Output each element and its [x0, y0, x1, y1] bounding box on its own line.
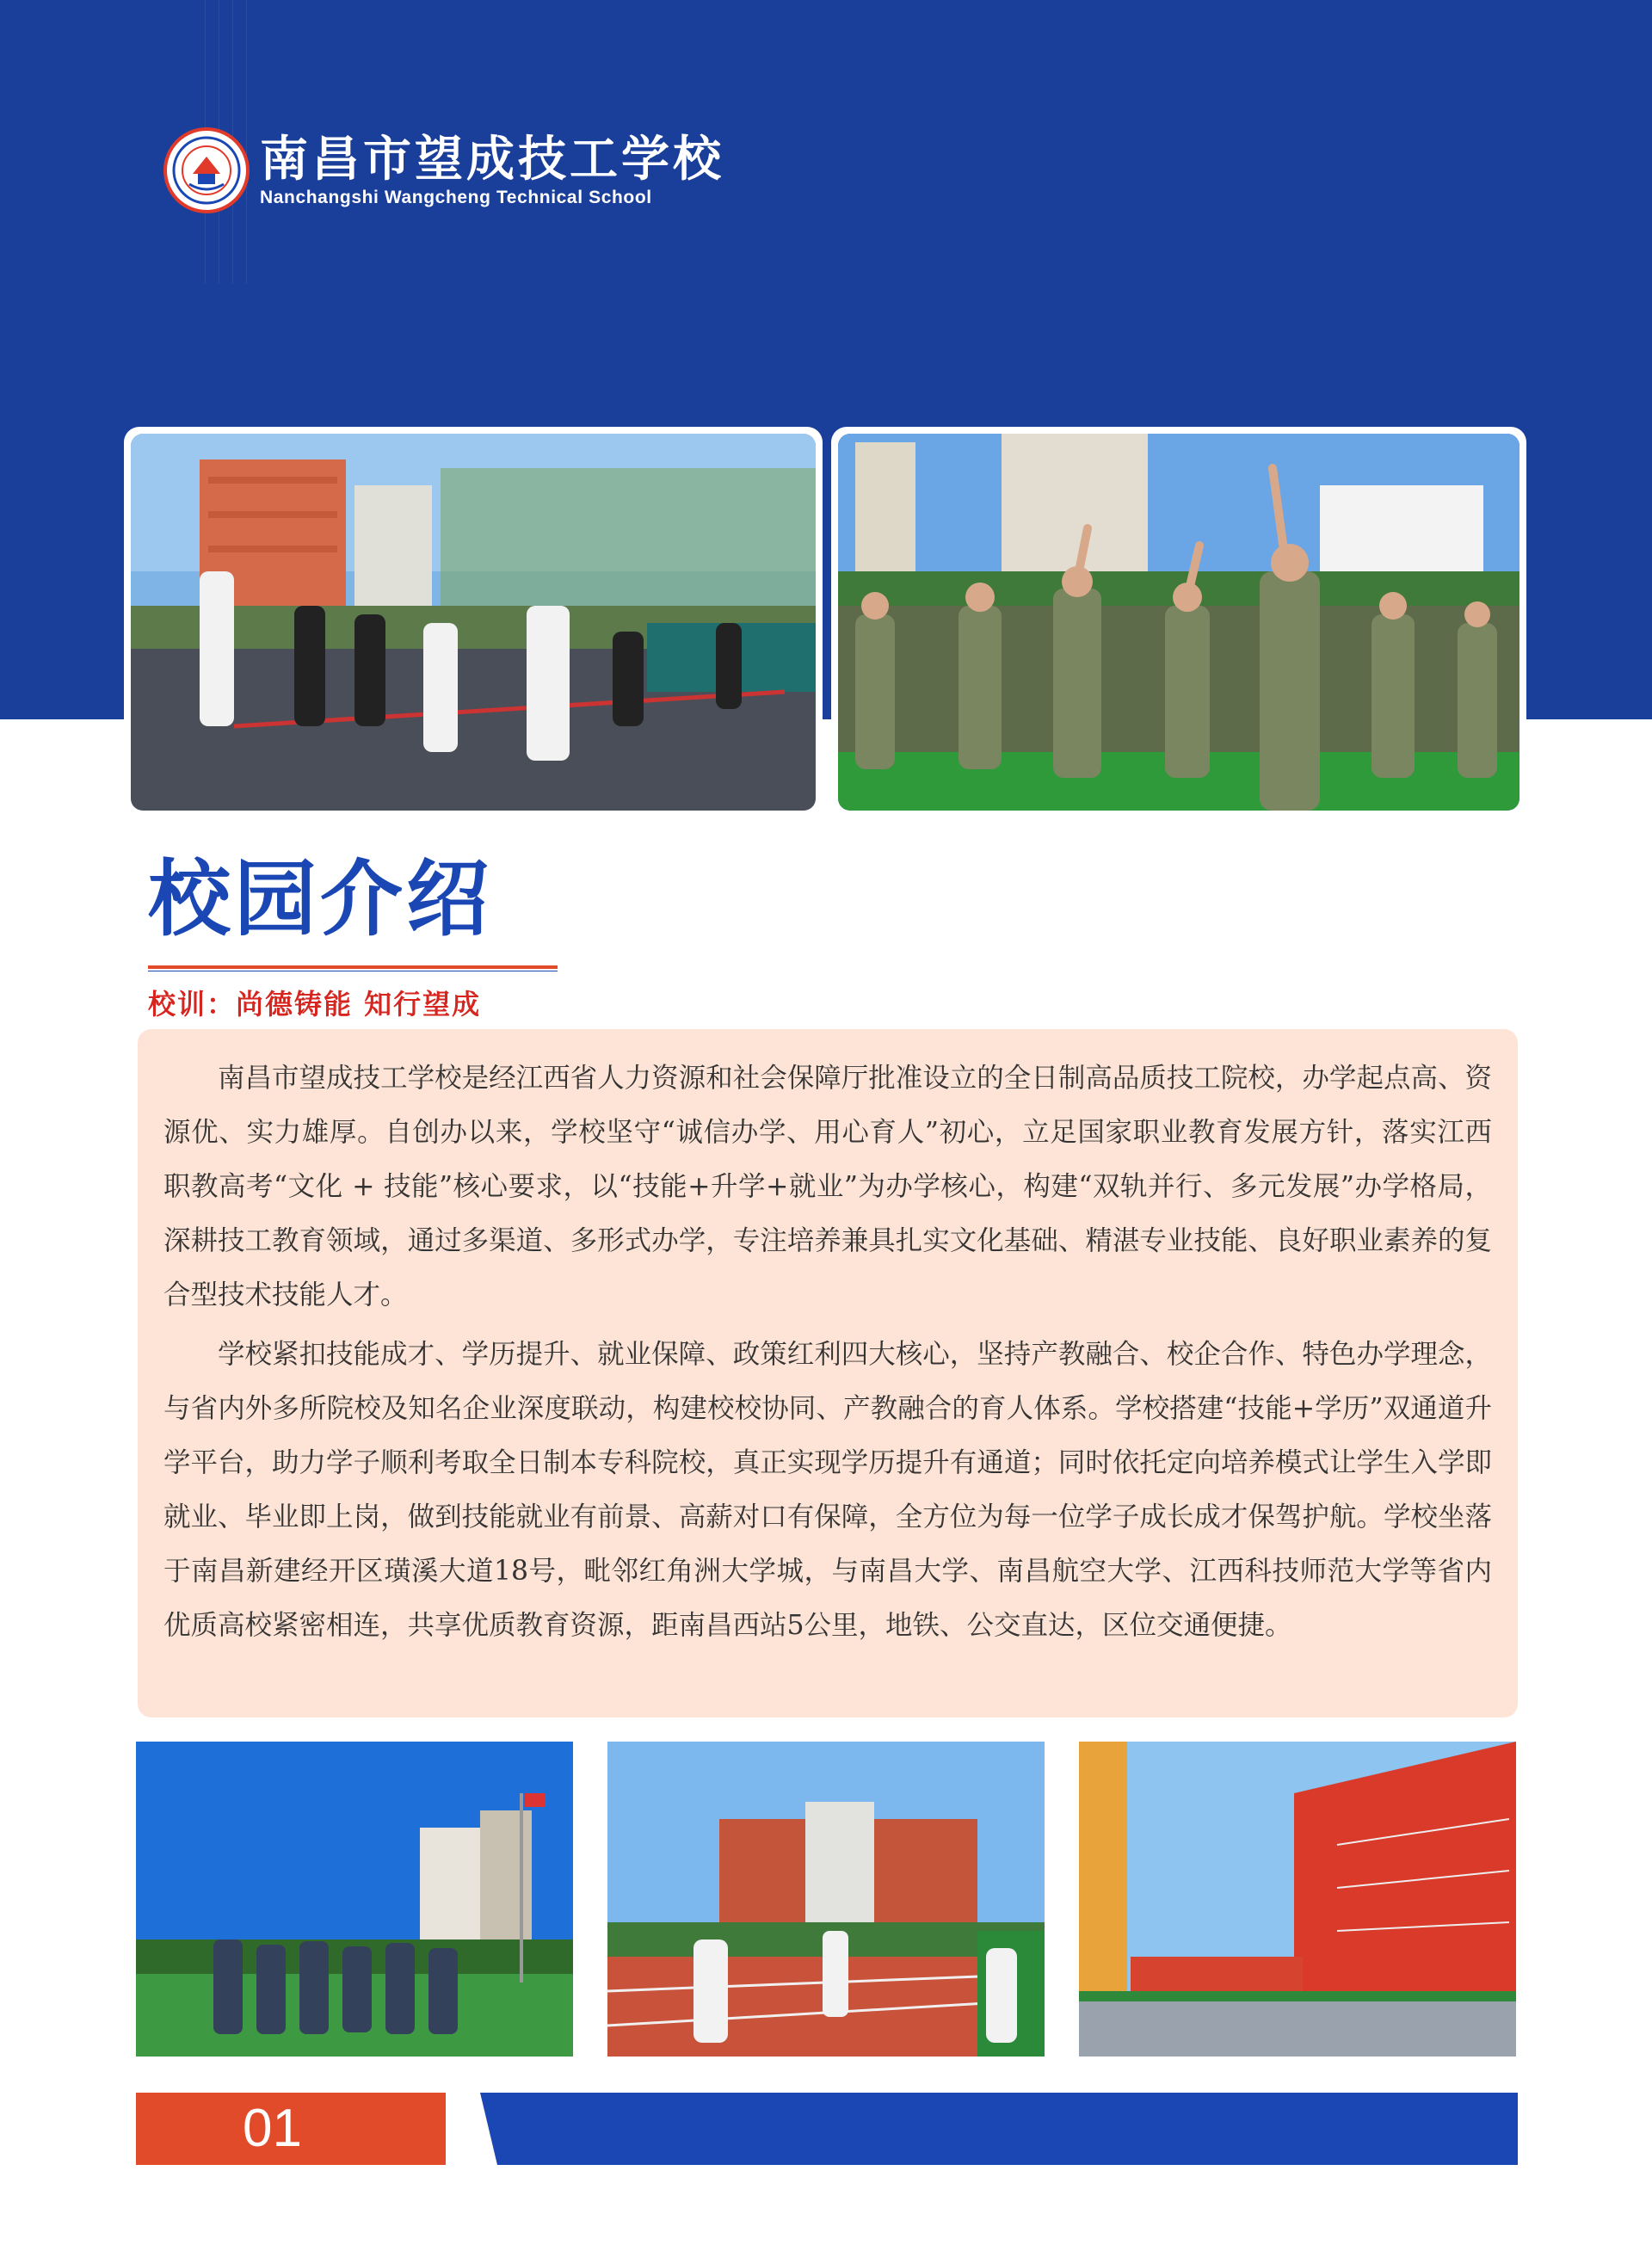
intro-text-box: [138, 1029, 1518, 1717]
footer-bar-right: [497, 2093, 1518, 2165]
photo-campus-buildings: [1079, 1742, 1516, 2057]
photo-tug-of-war: [131, 434, 816, 811]
photo-saluting-students: [136, 1742, 573, 2057]
school-name-cn: 南昌市望成技工学校: [260, 131, 724, 188]
footer-bar-left: [136, 2093, 472, 2165]
school-name-en: Nanchangshi Wangcheng Technical School: [260, 188, 652, 207]
title-underline: [148, 965, 558, 969]
intro-paragraph-1: 南昌市望成技工学校是经江西省人力资源和社会保障厅批准设立的全日制高品质技工院校，办学起点高、资源优、实力雄厚。自创办以来，学校坚守“诚信办学、用心育人”初心，立足国家职业教育发展方针，落实江西职教高考“文化 + 技能”核心要求，以“技能+升学+就业”为办学核心，构建“双轨并行、多元发展”办学格局，深耕技工教育领域，通过多渠道、多形式办学，专注培养兼具扎实文化基础、精湛专业技能、良好职业素养的复合型技术技能人才。: [163, 1063, 1492, 1310]
section-title: 校园介绍: [148, 851, 492, 947]
school-emblem-icon: [163, 127, 250, 213]
footer-divider: [446, 2093, 497, 2165]
school-motto: 校训：尚德铸能 知行望成: [148, 988, 482, 1021]
page-number: 01: [243, 2099, 302, 2158]
intro-paragraph-2: 学校紧扣技能成才、学历提升、就业保障、政策红利四大核心，坚持产教融合、校企合作、特色办学理念，与省内外多所院校及知名企业深度联动，构建校校协同、产教融合的育人体系。学校搭建“技能+学历”双通道升学平台，助力学子顺利考取全日制本专科院校，真正实现学历提升有通道；同时依托定向培养模式让学生入学即就业、毕业即上岗，做到技能就业有前景、高薪对口有保障，全方位为每一位学子成长成才保驾护航。学校坐落于南昌新建经开区璜溪大道18号，毗邻红角洲大学城，与南昌大学、南昌航空大学、江西科技师范大学等省内优质高校紧密相连，共享优质教育资源，距南昌西站5公里，地铁、公交直达，区位交通便捷。: [163, 1339, 1492, 1641]
school-logo: [163, 127, 724, 213]
photo-sports-track: [607, 1742, 1045, 2057]
photo-military-training: [838, 434, 1519, 811]
